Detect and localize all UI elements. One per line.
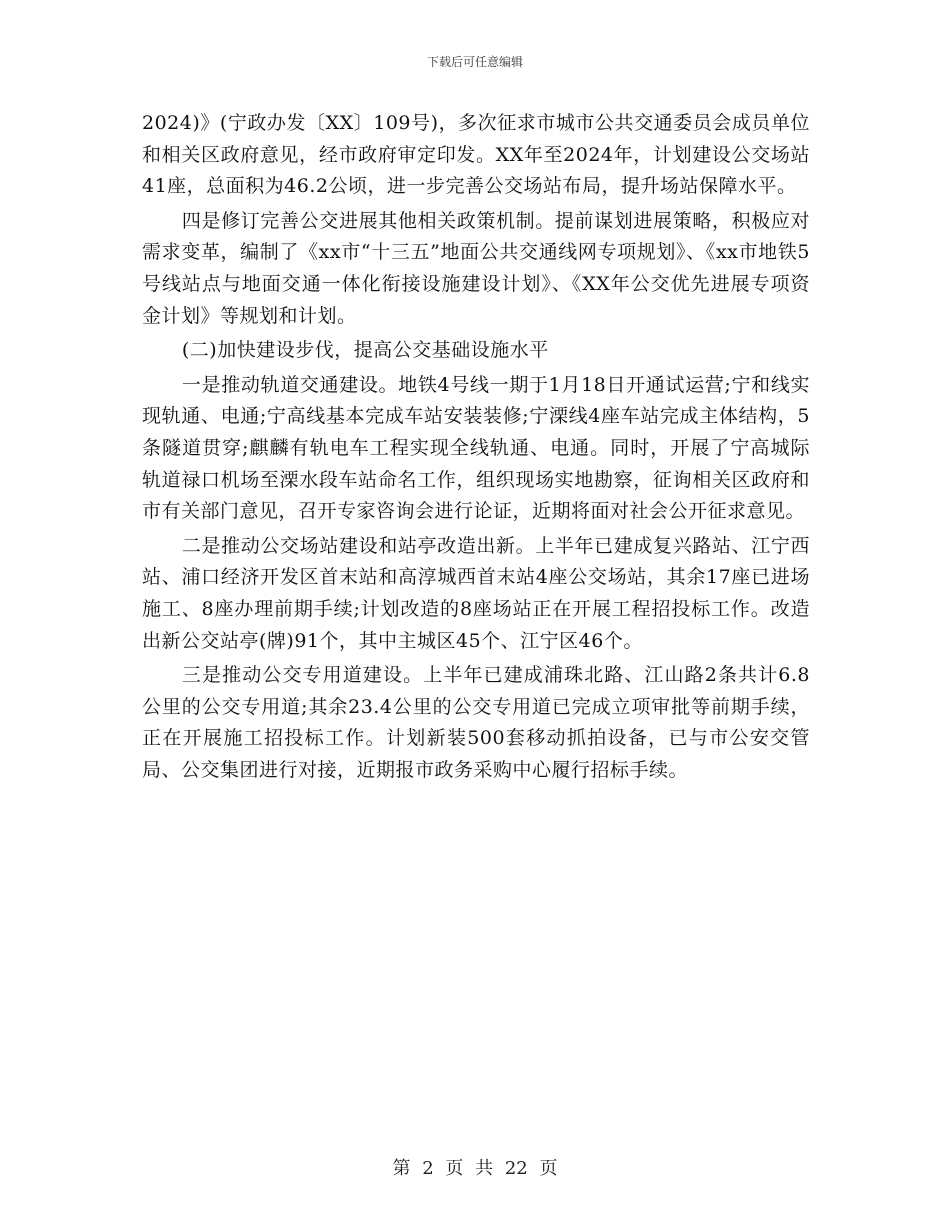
document-body: [142, 108, 810, 786]
paragraph-1: 2024)》(宁政办发〔XX〕109号)，多次征求市城市公共交通委员会成员单位和相关区政府意见，经市政府审定印发。XX年至2024年，计划建设公交场站41座，总面积为46.2公顷，进一步完善公交场站布局，提升场站保障水平。: [142, 112, 810, 198]
page-header: 下载后可任意编辑: [426, 55, 523, 69]
paragraph-5: 三是推动公交专用道建设。上半年已建成浦珠北路、江山路2条共计6.8公里的公交专用道;其余23.4公里的公交专用道已完成立项审批等前期手续，正在开展施工招投标工作。计划新装500套移动抓拍设备，已与市公安交管局、公交集团进行对接，近期报市政务采购中心履行招标手续。: [142, 664, 810, 781]
paragraph-3: 一是推动轨道交通建设。地铁4号线一期于1月18日开通试运营;宁和线实现轨通、电通;宁高线基本完成车站安装装修;宁溧线4座车站完成主体结构，5条隧道贯穿;麒麟有轨电车工程实现全线轨通、电通。同时，开展了宁高城际轨道禄口机场至溧水段车站命名工作，组织现场实地勘察，征询相关区政府和市有关部门意见，召开专家咨询会进行论证，近期将面对社会公开征求意见。: [142, 373, 810, 523]
paragraph-2: 四是修订完善公交进展其他相关政策机制。提前谋划进展策略，积极应对需求变革，编制了《xx市“十三五”地面公共交通线网专项规划》、《xx市地铁5号线站点与地面交通一体化衔接设施建设计划》、《XX年公交优先进展专项资金计划》等规划和计划。: [142, 209, 810, 327]
page-number-footer: 第 2 页 共 22 页: [392, 1158, 558, 1179]
section-heading: (二)加快建设步伐，提高公交基础设施水平: [181, 339, 549, 362]
paragraph-4: 二是推动公交场站建设和站亭改造出新。上半年已建成复兴路站、江宁西站、浦口经济开发区首末站和高淳城西首末站4座公交场站，其余17座已进场施工、8座办理前期手续;计划改造的8座场站正在开展工程招投标工作。改造出新公交站亭(牌)91个，其中主城区45个、江宁区46个。: [142, 534, 810, 652]
